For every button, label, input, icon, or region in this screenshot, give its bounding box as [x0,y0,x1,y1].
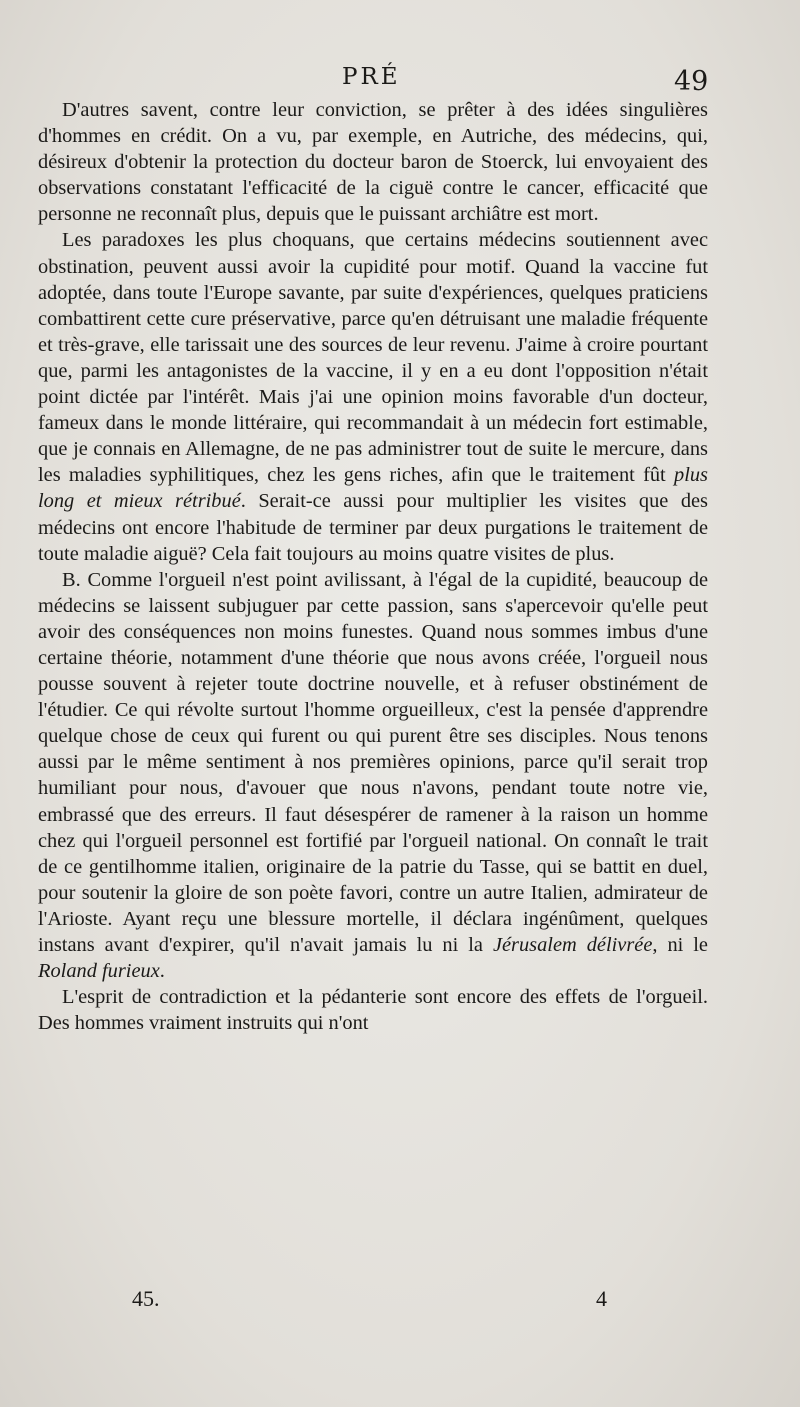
text-run: . Serait-ce aussi pour multiplier les visites que des médecins ont encore l'habitude de terminer par deux purgations le traitement de toute maladie aiguë? Cela fait toujours au moins quatre visites de plus. [38,490,708,565]
paragraph [38,567,708,985]
text-run: , ni le [652,934,708,956]
running-head: PRÉ [342,64,401,90]
body-text [38,97,708,1036]
page-number: 49 [674,66,709,97]
paragraph [38,97,708,227]
paragraph [38,984,708,1036]
signature-mark-left: 45. [132,1286,160,1311]
text-run: B. Comme l'orgueil n'est point avilissant, à l'égal de la cupidité, beaucoup de médecins se laissent subjuguer par cette passion, sans s'apercevoir qu'elle peut avoir des conséquences non moins funestes. Quand nous sommes imbus d'une certaine théorie, notamment d'une théorie que nous avons créée, l'orgueil nous pousse souvent à rejeter toute doctrine nouvelle, et à refuser obstinément de l'étudier. Ce qui révolte surtout l'homme orgueilleux, c'est la pensée d'apprendre quelque chose de ceux qui furent ou qui purent être ses disciples. Nous tenons aussi par le même sentiment à nos premières opinions, parce qu'il serait trop humiliant pour nous, d'avouer que nous n'avons, pendant toute notre vie, embrassé que des erreurs. Il faut désespérer de ramener à la raison un homme chez qui l'orgueil personnel est fortifié par l'orgueil national. On connaît le trait de ce gentilhomme italien, originaire de la patrie du Tasse, qui se battit en duel, pour soutenir la gloire de son poète favori, contre un autre Italien, admirateur de l'Arioste. Ayant reçu une blessure mortelle, il déclara ingénûment, quelques instans avant d'expirer, qu'il n'avait jamais lu ni la [38,568,708,956]
italic-text-run: plus long et mieux rétribué [38,464,708,513]
signature-mark-right: 4 [596,1286,607,1311]
italic-text-run: Jérusalem délivrée [492,934,653,956]
text-run: L'esprit de contradiction et la pédanterie sont encore des effets de l'orgueil. Des hommes vraiment instruits qui n'ont [38,986,708,1035]
text-run: Les paradoxes les plus choquans, que certains médecins soutiennent avec obstination, peuvent aussi avoir la cupidité pour motif. Quand la vaccine fut adoptée, dans toute l'Europe savante, par suite d'expériences, quelques praticiens combattirent cette cure préservative, parce qu'en détruisant une maladie fréquente et très-grave, elle tarissait une des sources de leur revenu. J'aime à croire pourtant que, parmi les antagonistes de la vaccine, il y en a eu dont l'opposition n'était point dictée par l'intérêt. Mais j'ai une opinion moins favorable d'un docteur, fameux dans le monde littéraire, qui recommandait à un médecin fort estimable, que je connais en Allemagne, de ne pas administrer tout de suite le mercure, dans les maladies syphilitiques, chez les gens riches, afin que le traitement fût [38,229,708,487]
text-run: D'autres savent, contre leur conviction, se prêter à des idées singulières d'hommes en crédit. On a vu, par exemple, en Autriche, des médecins, qui, désireux d'obtenir la protection du docteur baron de Stoerck, lui envoyaient des observations constatant l'efficacité de la ciguë contre le cancer, efficacité que personne ne reconnaît plus, depuis que le puissant archiâtre est mort. [38,99,708,226]
paragraph [38,227,708,566]
page-footer [0,1286,800,1318]
text-run: . [159,960,165,983]
page-header [0,62,800,98]
italic-text-run: Roland furieux [38,960,160,983]
